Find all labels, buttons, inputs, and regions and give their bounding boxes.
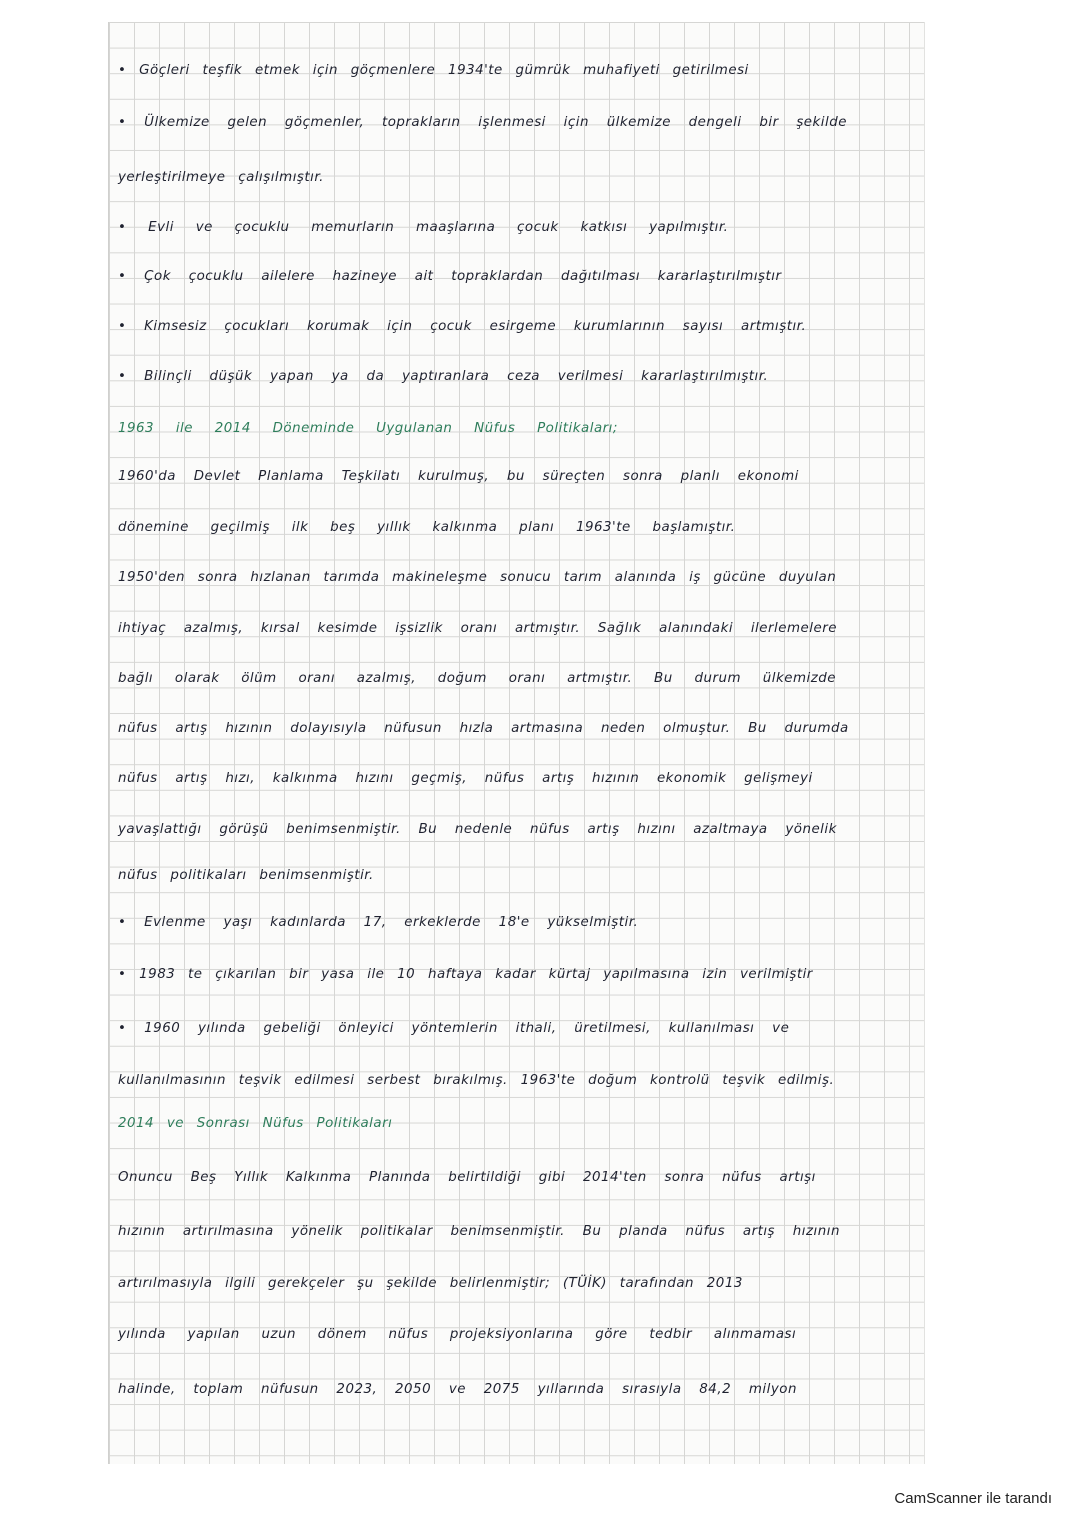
- note-line-2: • Ülkemize gelen göçmenler, toprakların işlenmesi için ülkemize dengeli bir şekilde: [118, 115, 847, 130]
- note-line-1: • Göçleri teşfik etmek için göçmenlere 1934'te gümrük muhafiyeti getirilmesi: [118, 63, 749, 78]
- note-line-26: yılında yapılan uzun dönem nüfus projeksiyonlarına göre tedbir alınmaması: [118, 1327, 797, 1342]
- note-line-15: nüfus artış hızı, kalkınma hızını geçmiş, nüfus artış hızının ekonomik gelişmeyi: [118, 771, 813, 786]
- section-heading-2014: 2014 ve Sonrası Nüfus Politikaları: [118, 1116, 393, 1131]
- note-line-12: ihtiyaç azalmış, kırsal kesimde işsizlik oranı artmıştır. Sağlık alanındaki ilerlemelere: [118, 621, 837, 636]
- note-line-20: • 1960 yılında gebeliği önleyici yöntemlerin ithali, üretilmesi, kullanılması ve: [118, 1021, 790, 1036]
- note-line-4: • Evli ve çocuklu memurların maaşlarına çocuk katkısı yapılmıştır.: [118, 220, 729, 235]
- note-line-24: hızının artırılmasına yönelik politikalar benimsenmiştir. Bu planda nüfus artış hızının: [118, 1224, 840, 1239]
- grid-notebook-paper: [108, 22, 925, 1464]
- note-line-19: • 1983 te çıkarılan bir yasa ile 10 haftaya kadar kürtaj yapılmasına izin verilmiştir: [118, 967, 813, 982]
- note-line-10: dönemine geçilmiş ilk beş yıllık kalkınma planı 1963'te başlamıştır.: [118, 520, 736, 535]
- note-line-11: 1950'den sonra hızlanan tarımda makineleşme sonucu tarım alanında iş gücüne duyulan: [118, 570, 837, 585]
- note-line-6: • Kimsesiz çocukları korumak için çocuk esirgeme kurumlarının sayısı artmıştır.: [118, 319, 807, 334]
- note-line-17: nüfus politikaları benimsenmiştir.: [118, 868, 374, 883]
- note-line-18: • Evlenme yaşı kadınlarda 17, erkeklerde 18'e yükselmiştir.: [118, 915, 639, 930]
- note-line-7: • Bilinçli düşük yapan ya da yaptıranlara ceza verilmesi kararlaştırılmıştır.: [118, 369, 769, 384]
- note-line-5: • Çok çocuklu ailelere hazineye ait topraklardan dağıtılması kararlaştırılmıştır: [118, 269, 782, 284]
- note-line-27: halinde, toplam nüfusun 2023, 2050 ve 2075 yıllarında sırasıyla 84,2 milyon: [118, 1382, 797, 1397]
- note-line-13: bağlı olarak ölüm oranı azalmış, doğum oranı artmıştır. Bu durum ülkemizde: [118, 671, 836, 686]
- note-line-21: kullanılmasının teşvik edilmesi serbest bırakılmış. 1963'te doğum kontrolü teşvik edilmiş.: [118, 1073, 835, 1088]
- note-line-25: artırılmasıyla ilgili gerekçeler şu şekilde belirlenmiştir; (TÜİK) tarafından 2013: [118, 1276, 743, 1291]
- note-line-9: 1960'da Devlet Planlama Teşkilatı kurulmuş, bu süreçten sonra planlı ekonomi: [118, 469, 799, 484]
- note-line-16: yavaşlattığı görüşü benimsenmiştir. Bu nedenle nüfus artış hızını azaltmaya yönelik: [118, 822, 837, 837]
- note-line-3: yerleştirilmeye çalışılmıştır.: [118, 170, 324, 185]
- note-line-23: Onuncu Beş Yıllık Kalkınma Planında belirtildiği gibi 2014'ten sonra nüfus artışı: [118, 1170, 816, 1185]
- camscanner-stamp: CamScanner ile tarandı: [894, 1490, 1052, 1507]
- note-line-14: nüfus artış hızının dolayısıyla nüfusun hızla artmasına neden olmuştur. Bu durumda: [118, 721, 849, 736]
- section-heading-1963-2014: 1963 ile 2014 Döneminde Uygulanan Nüfus Politikaları;: [118, 421, 618, 436]
